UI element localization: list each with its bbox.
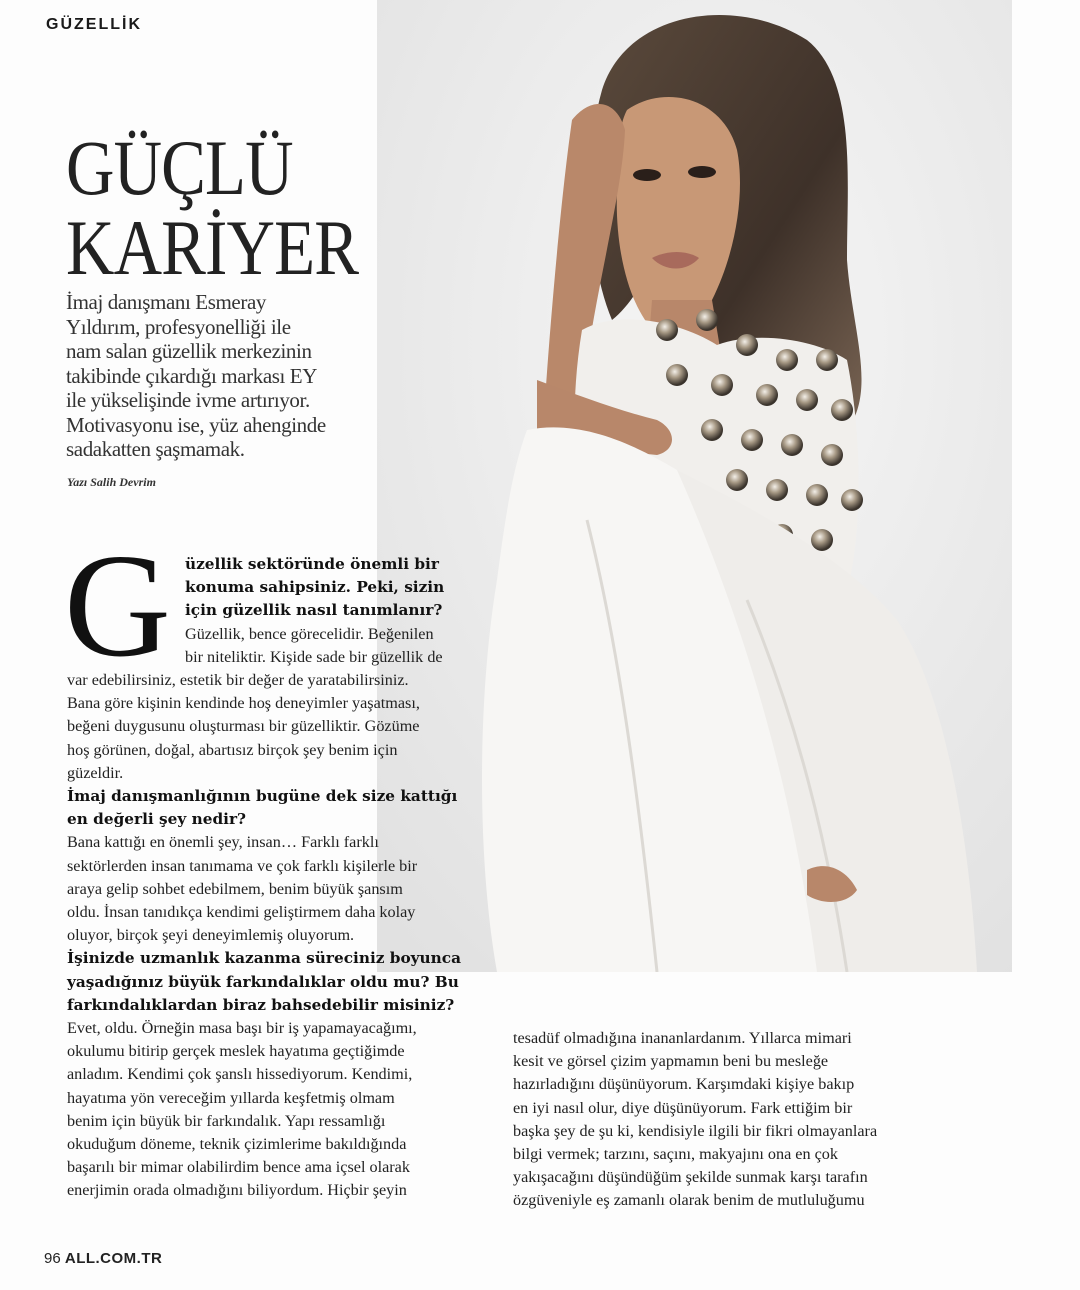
question-line: İşinizde uzmanlık kazanma süreciniz boyunca <box>67 949 462 968</box>
question-line: üzellik sektöründe önemli bir <box>185 555 439 573</box>
body-line: kesit ve görsel çizim yapmamın beni bu mesleğe <box>513 1052 829 1071</box>
body-line: başarılı bir mimar olabilirdim bence ama içsel olarak <box>67 1158 410 1177</box>
intro-line: nam salan güzellik merkezinin <box>66 339 312 363</box>
column-2 <box>513 1027 877 1213</box>
body-line: var edebilirsiniz, estetik bir değer de yaratabilirsiniz. <box>67 671 409 689</box>
body-line: başka şey de şu ki, kendisiyle ilgili bir fikri olmayanlara <box>513 1121 878 1140</box>
question-line: yaşadığınız büyük farkındalıklar oldu mu? Bu <box>67 972 459 991</box>
section-label: GÜZELLİK <box>46 16 142 33</box>
body-line: özgüveniyle eş zamanlı olarak benim de mutluluğumu <box>513 1191 865 1210</box>
body-line: hayatıma yön vereceğim yıllarda keşfetmiş olmam <box>67 1088 395 1107</box>
intro-line: takibinde çıkardığı markası EY <box>66 363 318 388</box>
body-line: araya gelip sohbet edebilmem, benim büyük şansım <box>67 879 403 898</box>
body-line: hazırladığını düşünüyorum. Karşımdaki kişiye bakıp <box>513 1075 855 1094</box>
intro-line: İmaj danışmanı Esmeray <box>66 290 266 314</box>
folio <box>44 1250 162 1267</box>
body-line: yakışacağını düşündüğüm şekilde sunmak karşı tarafın <box>513 1168 868 1187</box>
portrait-photo <box>377 0 1012 972</box>
body-line: enerjimin orada olmadığını biliyordum. Hiçbir şeyin <box>67 1181 407 1200</box>
intro-line: ile yükselişinde ivme artırıyor. <box>66 388 310 412</box>
column-1 <box>67 669 461 1203</box>
body-line: okuduğum döneme, teknik çizimlerime bakıldığında <box>67 1135 407 1154</box>
body-line: sektörlerden insan tanımama ve çok farklı kişilerle bir <box>67 856 418 875</box>
body-line: okulumu bitirip gerçek meslek hayatıma geçtiğimde <box>67 1042 405 1061</box>
body-line: Bana göre kişinin kendinde hoş deneyimler yaşatması, <box>67 694 420 713</box>
column-1-indented <box>185 553 444 669</box>
intro-line: Motivasyonu ise, yüz ahenginde <box>66 412 326 437</box>
question-line: farkındalıklardan biraz bahsedebilir misiniz? <box>67 995 455 1014</box>
body-line: bir niteliktir. Kişide sade bir güzellik de <box>185 647 443 666</box>
body-line: en iyi nasıl olur, diye düşünüyorum. Fark ettiğim bir <box>513 1098 853 1117</box>
body-line: tesadüf olmadığına inananlardanım. Yıllarca mimari <box>513 1029 852 1047</box>
headline-line: GÜÇLÜ <box>66 124 293 211</box>
body-line: oldu. İnsan tanıdıkça kendimi geliştirmem daha kolay <box>67 903 416 922</box>
page-number: 96 <box>44 1250 61 1267</box>
body-line: benim için büyük bir farkındalık. Yapı ressamlığı <box>67 1111 386 1130</box>
headline <box>66 124 406 291</box>
intro-line: sadakatten şaşmamak. <box>66 437 245 461</box>
body-line: oluyor, birçok şeyi deneyimlemiş oluyorum. <box>67 926 355 945</box>
question-line: en değerli şey nedir? <box>67 810 246 829</box>
body-line: bilgi vermek; tarzını, saçını, makyajını ona en çok <box>513 1145 838 1164</box>
body-line: güzeldir. <box>67 763 124 782</box>
headline-line: KARİYER <box>66 204 359 291</box>
body-line: hoş görünen, doğal, abartısız birçok şey benim için <box>67 740 398 759</box>
body-line: Güzellik, bence görecelidir. Beğenilen <box>185 624 434 643</box>
drop-cap: G <box>64 524 171 688</box>
body-line: anladım. Kendimi çok şanslı hissediyorum. Kendimi, <box>67 1065 413 1084</box>
body-line: beğeni duygusunu oluşturması bir güzelliktir. Gözüme <box>67 717 420 736</box>
question-line: konuma sahipsiniz. Peki, sizin <box>185 578 445 597</box>
question-line: için güzellik nasıl tanımlanır? <box>185 601 443 620</box>
site-name: ALL.COM.TR <box>64 1250 163 1267</box>
body-line: Evet, oldu. Örneğin masa başı bir iş yapamayacağımı, <box>67 1019 417 1038</box>
body-line: Bana kattığı en önemli şey, insan… Farklı farklı <box>67 833 379 852</box>
intro-line: Yıldırım, profesyonelliği ile <box>66 314 291 339</box>
portrait-illustration <box>377 0 1012 972</box>
question-line: İmaj danışmanlığının bugüne dek size kattığı <box>67 787 458 806</box>
intro-paragraph <box>66 290 366 462</box>
byline: Yazı Salih Devrim <box>67 475 156 489</box>
